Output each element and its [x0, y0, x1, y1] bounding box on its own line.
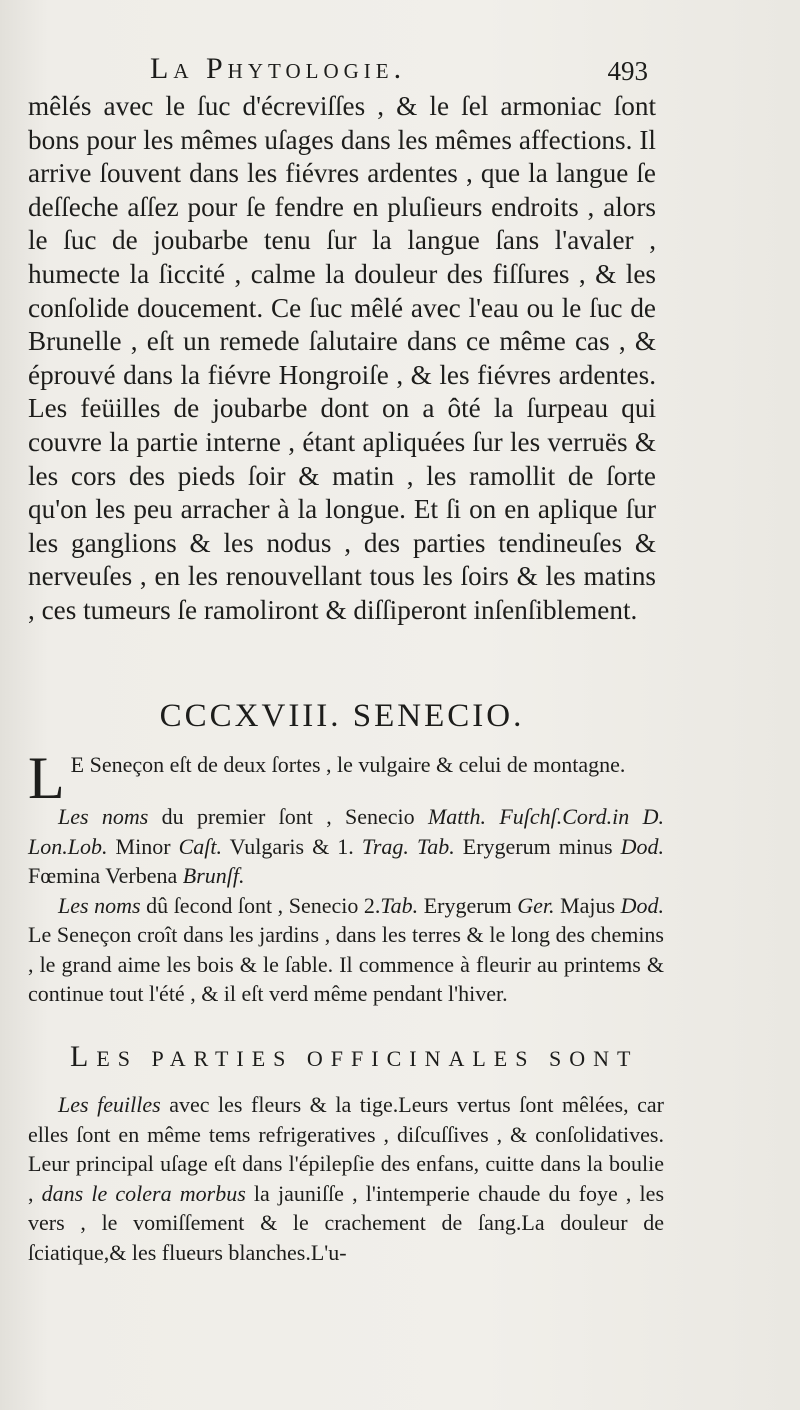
names-text: Majus [554, 892, 621, 918]
leaves-label: Les feuilles [58, 1092, 161, 1117]
author-ref: Ger. [517, 892, 555, 918]
body-paragraph: mêlés avec le ſuc d'écreviſſes , & le ſel armoniac ſont bons pour les mêmes uſages dans les mêmes affections. Il arrive ſouvent dans les fiévres ardentes , que la langue ſe deſſeche aſſez pour ſe fendre en pluſieurs endroits , alors le ſuc de joubarbe tenu ſur la langue ſans l'avaler , humecte la ſiccité , calme la douleur des fiſſures , & les conſolide doucement. Ce ſuc mêlé avec l'eau ou le ſuc de Brunelle , eſt un remede ſalutaire dans ce même cas , & éprouvé dans la fiévre Hongroiſe , & les fiévres ardentes. Les feüilles de joubarbe dont on a ôté la ſurpeau qui couvre la partie interne , étant apliquées ſur les verruës & les cors des pieds ſoir & matin , les ramollit de ſorte qu'on les peu arracher à la longue. Et ſi on en aplique ſur les ganglions & les nodus , des parties tendineuſes & nerveuſes , en les renouvellant tous les ſoirs & les matins , ces tumeurs ſe ramoliront & diſſiperont inſenſiblement. [28, 91, 656, 625]
author-ref: Brunſf. [182, 863, 245, 888]
subsection-text: la jauniſſe , l'intemperie chaude du foye , les vers , le vomiſſement & le crachement de ſang.La douleur de ſciatique,& les flueurs blanches.L'u- [28, 1180, 665, 1265]
subsection-body [28, 1090, 664, 1267]
author-ref: Matth. Fuſchſ.Cord.in D. Lon.Lob. [28, 804, 664, 859]
body-text [28, 90, 656, 628]
subsection-title [70, 1040, 640, 1074]
author-ref: Trag. Tab. [361, 833, 455, 859]
section-body [28, 745, 665, 1009]
names-label: Les noms [58, 804, 149, 829]
subsection-title-rest: ES PARTIES OFFICINALES SONT [96, 1046, 639, 1071]
author-ref: Dod. [620, 892, 665, 918]
names-text: dû ſecond ſont , Senecio 2. [140, 892, 381, 918]
author-ref: Dod. [620, 833, 664, 859]
names-text: du premier ſont , Senecio [148, 804, 428, 829]
subsection-text: avec les fleurs & la tige.Leurs vertus ſont mêlées, car elles ſont en même tems refrigeratives , diſcuſſives , & conſolidatives. Leur principal uſage eſt dans l'épilepſie des enfans, cuitte dans la boulie , [28, 1092, 664, 1206]
running-title: La Phytologie. [150, 52, 407, 85]
section-intro [28, 745, 664, 811]
page-number: 493 [607, 56, 648, 86]
names-text: Fœmina Verbena [28, 863, 183, 888]
names-text: Le Seneçon croît dans les jardins , dans les terres & le long des chemins , le grand aime les bois & le ſable. Il commence à fleurir au printems & continue tout l'été , & il eſt verd même pendant l'hiver. [28, 922, 664, 1006]
intro-text: E Seneçon eſt de deux ſortes , le vulgaire & celui de montagne. [70, 752, 626, 777]
names-second-paragraph [28, 891, 664, 1009]
italic-phrase: dans le colera morbus [41, 1180, 246, 1206]
author-ref: Caſt. [178, 833, 222, 859]
drop-cap: L [28, 745, 65, 811]
names-text: Vulgaris & 1. [221, 833, 362, 859]
names-text: Erygerum minus [454, 833, 621, 859]
names-text: Erygerum [418, 892, 518, 918]
subsection-paragraph [28, 1090, 664, 1267]
names-first-paragraph [28, 802, 664, 891]
names-text: Minor [107, 833, 179, 859]
subsection-title-cap: L [70, 1040, 97, 1073]
section-title: CCCXVIII. SENECIO. [159, 698, 525, 734]
names-label: Les noms [58, 892, 141, 918]
author-ref: Tab. [380, 892, 419, 918]
